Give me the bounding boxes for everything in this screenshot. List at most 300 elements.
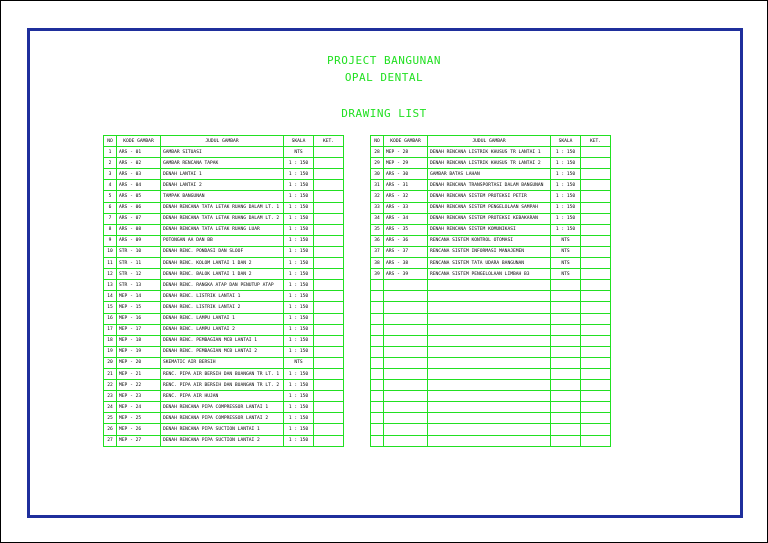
cell-scale: 1 : 150 xyxy=(284,202,314,213)
cell-title: DENAH RENCANA LISTRIK KHUSUS TR LANTAI 2 xyxy=(428,158,551,169)
table-row xyxy=(371,346,611,357)
drawing-table-left xyxy=(103,135,344,447)
cell-scale: 1 : 150 xyxy=(551,147,581,158)
cell-note xyxy=(581,324,611,335)
cell-note xyxy=(314,258,344,269)
table-row xyxy=(371,169,611,180)
cell-scale xyxy=(551,380,581,391)
cell-scale xyxy=(551,391,581,402)
col-scale: SKALA xyxy=(284,136,314,147)
cell-code: ARS - 32 xyxy=(384,191,428,202)
cell-title: POTONGAN AA DAN BB xyxy=(161,235,284,246)
cell-title: RENC. PIPA AIR BERSIH DAN BUANGAN TR LT. 2 xyxy=(161,380,284,391)
cell-title: DENAH RENCANA PIPA SUCTION LANTAI 1 xyxy=(161,424,284,435)
cell-note xyxy=(581,280,611,291)
cell-title: DENAH RENC. PEMBAGIAN MCB LANTAI 1 xyxy=(161,335,284,346)
cell-no: 28 xyxy=(371,147,384,158)
cell-scale xyxy=(551,357,581,368)
cell-note xyxy=(314,246,344,257)
table-row xyxy=(371,380,611,391)
cell-no: 38 xyxy=(371,258,384,269)
cell-no: 39 xyxy=(371,269,384,280)
cell-code xyxy=(384,402,428,413)
cell-note xyxy=(581,413,611,424)
cell-no: 12 xyxy=(104,269,117,280)
cell-code: ARS - 08 xyxy=(117,224,161,235)
cell-scale: 1 : 150 xyxy=(551,191,581,202)
cell-title xyxy=(428,402,551,413)
cell-scale xyxy=(551,313,581,324)
cell-title xyxy=(428,391,551,402)
table-row xyxy=(371,269,611,280)
cell-code: MEP - 23 xyxy=(117,391,161,402)
cell-scale: 1 : 150 xyxy=(284,346,314,357)
cell-scale: 1 : 150 xyxy=(284,213,314,224)
cell-no: 19 xyxy=(104,346,117,357)
cell-scale: 1 : 150 xyxy=(284,158,314,169)
table-row xyxy=(371,324,611,335)
cell-title: DENAH RENCANA SISTEM KOMUNIKASI xyxy=(428,224,551,235)
cell-code: ARS - 01 xyxy=(117,147,161,158)
cell-no: 6 xyxy=(104,202,117,213)
cell-no xyxy=(371,313,384,324)
cell-code: ARS - 38 xyxy=(384,258,428,269)
cell-no: 16 xyxy=(104,313,117,324)
cell-code xyxy=(384,391,428,402)
table-row xyxy=(104,391,344,402)
cell-code xyxy=(384,324,428,335)
cell-title: DENAH RENCANA SISTEM PROTEKSI PETIR xyxy=(428,191,551,202)
cell-no: 17 xyxy=(104,324,117,335)
cell-scale: 1 : 150 xyxy=(284,402,314,413)
table-row xyxy=(371,213,611,224)
cell-no xyxy=(371,402,384,413)
cell-scale xyxy=(551,302,581,313)
cell-title: RENCANA SISTEM KONTROL OTOMASI xyxy=(428,235,551,246)
table-row xyxy=(371,158,611,169)
table-row xyxy=(371,202,611,213)
table-header-row xyxy=(371,136,611,147)
cell-code: STR - 11 xyxy=(117,258,161,269)
cell-code xyxy=(384,302,428,313)
cell-note xyxy=(314,413,344,424)
table-row xyxy=(104,335,344,346)
table-row xyxy=(104,413,344,424)
table-row xyxy=(371,424,611,435)
cell-note xyxy=(581,402,611,413)
table-header-row xyxy=(104,136,344,147)
cell-note xyxy=(581,191,611,202)
cell-title xyxy=(428,302,551,313)
cell-no: 11 xyxy=(104,258,117,269)
cell-note xyxy=(581,180,611,191)
cell-no: 22 xyxy=(104,380,117,391)
cell-title: DENAH RENCANA TATA LETAK RUANG DALAM LT. 2 xyxy=(161,213,284,224)
cell-code: ARS - 31 xyxy=(384,180,428,191)
cell-title: DENAH RENC. KOLOM LANTAI 1 DAN 2 xyxy=(161,258,284,269)
cell-note xyxy=(581,258,611,269)
cell-note xyxy=(581,158,611,169)
cell-title: DENAH RENC. PEMBAGIAN MCB LANTAI 2 xyxy=(161,346,284,357)
cell-title: RENC. PIPA AIR HUJAN xyxy=(161,391,284,402)
cell-no: 8 xyxy=(104,224,117,235)
cell-note xyxy=(581,368,611,379)
cell-scale: 1 : 150 xyxy=(284,324,314,335)
drawing-table-right xyxy=(370,135,611,447)
cell-no: 23 xyxy=(104,391,117,402)
drawing-list-title: DRAWING LIST xyxy=(341,107,427,120)
cell-note xyxy=(314,324,344,335)
table-row xyxy=(371,357,611,368)
cell-scale: 1 : 150 xyxy=(284,258,314,269)
cell-no xyxy=(371,413,384,424)
cell-title: RENCANA SISTEM PENGELOLAAN LIMBAH B3 xyxy=(428,269,551,280)
cell-code: ARS - 02 xyxy=(117,158,161,169)
cell-code: ARS - 03 xyxy=(117,169,161,180)
cell-title: DENAH RENCANA SISTEM PENGELOLAAN SAMPAH xyxy=(428,202,551,213)
cell-title: DENAH RENCANA SISTEM PROTEKSI KEBAKARAN xyxy=(428,213,551,224)
cell-note xyxy=(314,302,344,313)
cell-no: 26 xyxy=(104,424,117,435)
col-code: KODE GAMBAR xyxy=(384,136,428,147)
table-row xyxy=(104,402,344,413)
cell-no: 35 xyxy=(371,224,384,235)
cell-code: MEP - 19 xyxy=(117,346,161,357)
cell-note xyxy=(314,224,344,235)
col-title: JUDUL GAMBAR xyxy=(428,136,551,147)
cell-note xyxy=(314,147,344,158)
cell-scale xyxy=(551,435,581,446)
cell-scale: 1 : 150 xyxy=(284,302,314,313)
cell-no xyxy=(371,424,384,435)
cell-title xyxy=(428,346,551,357)
cell-code xyxy=(384,313,428,324)
cell-no: 3 xyxy=(104,169,117,180)
cell-scale: 1 : 150 xyxy=(284,391,314,402)
cell-code: MEP - 14 xyxy=(117,291,161,302)
cell-title: DENAH RENC. RANGKA ATAP DAN PENUTUP ATAP xyxy=(161,280,284,291)
cell-note xyxy=(314,335,344,346)
table-row xyxy=(371,280,611,291)
cell-scale: 1 : 150 xyxy=(284,313,314,324)
table-row xyxy=(104,357,344,368)
table-row xyxy=(104,180,344,191)
cell-no: 32 xyxy=(371,191,384,202)
cell-scale: 1 : 150 xyxy=(551,202,581,213)
table-row xyxy=(104,258,344,269)
table-row xyxy=(371,258,611,269)
cell-note xyxy=(314,191,344,202)
cell-code: MEP - 21 xyxy=(117,368,161,379)
cell-title: DENAH RENC. LAMPU LANTAI 2 xyxy=(161,324,284,335)
cell-title xyxy=(428,368,551,379)
cell-scale xyxy=(551,291,581,302)
cell-note xyxy=(581,224,611,235)
table-row xyxy=(104,368,344,379)
cell-note xyxy=(314,424,344,435)
cell-code xyxy=(384,380,428,391)
cell-code xyxy=(384,346,428,357)
table-row xyxy=(371,368,611,379)
cell-note xyxy=(314,213,344,224)
table-row xyxy=(104,213,344,224)
cell-title: RENC. PIPA AIR BERSIH DAN BUANGAN TR LT. 1 xyxy=(161,368,284,379)
cell-title xyxy=(428,313,551,324)
cell-scale: 1 : 150 xyxy=(284,224,314,235)
cell-title: DENAH RENC. LISTRIK LANTAI 2 xyxy=(161,302,284,313)
cell-code: ARS - 35 xyxy=(384,224,428,235)
cell-no xyxy=(371,302,384,313)
cell-code xyxy=(384,435,428,446)
cell-no: 37 xyxy=(371,246,384,257)
cell-scale: NTS xyxy=(551,269,581,280)
cell-scale: 1 : 150 xyxy=(551,213,581,224)
cell-title: DENAH RENCANA TATA LETAK RUANG LUAR xyxy=(161,224,284,235)
cell-note xyxy=(581,169,611,180)
cell-no xyxy=(371,280,384,291)
table-row xyxy=(371,302,611,313)
cell-scale xyxy=(551,335,581,346)
cell-scale: 1 : 150 xyxy=(284,335,314,346)
table-row xyxy=(371,435,611,446)
cell-note xyxy=(581,435,611,446)
cell-title: SKEMATIC AIR BERSIH xyxy=(161,357,284,368)
cell-title: DENAH RENCANA TRANSPORTASI DALAM BANGUNAN xyxy=(428,180,551,191)
cell-scale: 1 : 150 xyxy=(551,158,581,169)
cell-scale xyxy=(551,324,581,335)
cell-code xyxy=(384,357,428,368)
cell-scale xyxy=(551,346,581,357)
cell-title: GAMBAR RENCANA TAPAK xyxy=(161,158,284,169)
cell-note xyxy=(581,313,611,324)
cell-code: MEP - 29 xyxy=(384,158,428,169)
cell-note xyxy=(581,380,611,391)
table-row xyxy=(104,380,344,391)
cell-code: MEP - 28 xyxy=(384,147,428,158)
table-row xyxy=(104,280,344,291)
cell-no: 18 xyxy=(104,335,117,346)
cell-code: MEP - 18 xyxy=(117,335,161,346)
cell-title xyxy=(428,291,551,302)
cell-code: MEP - 26 xyxy=(117,424,161,435)
table-row xyxy=(104,435,344,446)
cell-title xyxy=(428,280,551,291)
table-row xyxy=(371,402,611,413)
cell-note xyxy=(314,380,344,391)
cell-title xyxy=(428,324,551,335)
cell-no xyxy=(371,391,384,402)
cell-scale: 1 : 150 xyxy=(284,191,314,202)
cell-title xyxy=(428,335,551,346)
cell-title: RENCANA SISTEM INFORMASI MANAJEMEN xyxy=(428,246,551,257)
cell-no: 5 xyxy=(104,191,117,202)
cell-scale: 1 : 150 xyxy=(284,380,314,391)
cell-title: GAMBAR BATAS LAHAN xyxy=(428,169,551,180)
cell-code: ARS - 09 xyxy=(117,235,161,246)
table-row xyxy=(104,235,344,246)
table-row xyxy=(371,335,611,346)
cell-note xyxy=(314,169,344,180)
cell-note xyxy=(581,235,611,246)
cell-code: MEP - 24 xyxy=(117,402,161,413)
cell-note xyxy=(314,435,344,446)
cell-scale: NTS xyxy=(551,258,581,269)
cell-title: DENAH RENCANA PIPA COMPRESSOR LANTAI 1 xyxy=(161,402,284,413)
cell-code: ARS - 06 xyxy=(117,202,161,213)
cell-title: DENAH RENCANA TATA LETAK RUANG DALAM LT. 1 xyxy=(161,202,284,213)
cell-code: ARS - 34 xyxy=(384,213,428,224)
cell-scale xyxy=(551,424,581,435)
cell-no: 36 xyxy=(371,235,384,246)
cell-title: DENAH RENC. LAMPU LANTAI 1 xyxy=(161,313,284,324)
cell-no: 14 xyxy=(104,291,117,302)
cell-no xyxy=(371,335,384,346)
cell-no: 4 xyxy=(104,180,117,191)
cell-title xyxy=(428,424,551,435)
cell-code: MEP - 20 xyxy=(117,357,161,368)
cell-scale: 1 : 150 xyxy=(284,368,314,379)
cell-code: MEP - 27 xyxy=(117,435,161,446)
cell-no: 30 xyxy=(371,169,384,180)
cell-no: 29 xyxy=(371,158,384,169)
cell-no xyxy=(371,291,384,302)
cell-scale: 1 : 150 xyxy=(284,413,314,424)
cell-note xyxy=(581,269,611,280)
cell-note xyxy=(314,346,344,357)
cell-no: 13 xyxy=(104,280,117,291)
cell-scale: 1 : 150 xyxy=(284,246,314,257)
cell-code xyxy=(384,413,428,424)
table-row xyxy=(104,324,344,335)
col-note: KET. xyxy=(581,136,611,147)
cell-scale: 1 : 150 xyxy=(551,224,581,235)
cell-no: 25 xyxy=(104,413,117,424)
table-row xyxy=(104,202,344,213)
cell-note xyxy=(581,357,611,368)
cell-title xyxy=(428,413,551,424)
cell-title: DENAH RENCANA LISTRIK KHUSUS TR LANTAI 1 xyxy=(428,147,551,158)
cell-code xyxy=(384,335,428,346)
cell-code: ARS - 36 xyxy=(384,235,428,246)
cell-code: STR - 12 xyxy=(117,269,161,280)
cell-code: ARS - 05 xyxy=(117,191,161,202)
cell-title xyxy=(428,435,551,446)
col-no: NO xyxy=(104,136,117,147)
col-no: NO xyxy=(371,136,384,147)
cell-no xyxy=(371,346,384,357)
cell-title: DENAH LANTAI 1 xyxy=(161,169,284,180)
cell-code: ARS - 07 xyxy=(117,213,161,224)
col-code: KODE GAMBAR xyxy=(117,136,161,147)
cell-scale: 1 : 150 xyxy=(284,435,314,446)
cell-code: ARS - 37 xyxy=(384,246,428,257)
cell-note xyxy=(581,202,611,213)
cell-scale xyxy=(551,368,581,379)
cell-title: GAMBAR SITUASI xyxy=(161,147,284,158)
cell-no: 31 xyxy=(371,180,384,191)
cell-title xyxy=(428,380,551,391)
table-row xyxy=(371,224,611,235)
table-row xyxy=(371,235,611,246)
cell-title xyxy=(428,357,551,368)
cell-code: ARS - 39 xyxy=(384,269,428,280)
cell-scale: 1 : 150 xyxy=(284,169,314,180)
table-row xyxy=(371,413,611,424)
cell-note xyxy=(314,158,344,169)
cell-no: 24 xyxy=(104,402,117,413)
cell-note xyxy=(314,269,344,280)
cell-note xyxy=(314,291,344,302)
cell-no: 34 xyxy=(371,213,384,224)
project-title: PROJECT BANGUNAN xyxy=(327,54,441,67)
table-row xyxy=(104,302,344,313)
cell-scale: NTS xyxy=(284,357,314,368)
table-row xyxy=(104,424,344,435)
cell-note xyxy=(581,291,611,302)
cell-code: MEP - 22 xyxy=(117,380,161,391)
cell-no: 2 xyxy=(104,158,117,169)
cell-note xyxy=(314,357,344,368)
cell-scale: 1 : 150 xyxy=(284,291,314,302)
cell-scale: NTS xyxy=(284,147,314,158)
table-row xyxy=(104,191,344,202)
cell-no: 33 xyxy=(371,202,384,213)
cell-title: DENAH RENC. BALOK LANTAI 1 DAN 2 xyxy=(161,269,284,280)
table-row xyxy=(371,391,611,402)
cell-no xyxy=(371,435,384,446)
table-row xyxy=(371,147,611,158)
cell-note xyxy=(581,335,611,346)
cell-note xyxy=(314,202,344,213)
cell-scale xyxy=(551,280,581,291)
cell-scale: NTS xyxy=(551,246,581,257)
cell-note xyxy=(581,346,611,357)
table-row xyxy=(104,224,344,235)
cell-scale: NTS xyxy=(551,235,581,246)
table-row xyxy=(371,180,611,191)
table-row xyxy=(104,158,344,169)
cell-title: DENAH RENC. PONDASI DAN SLOOF xyxy=(161,246,284,257)
col-title: JUDUL GAMBAR xyxy=(161,136,284,147)
cell-scale: 1 : 150 xyxy=(284,424,314,435)
cell-code xyxy=(384,424,428,435)
table-row xyxy=(104,269,344,280)
cell-no: 15 xyxy=(104,302,117,313)
cell-code xyxy=(384,368,428,379)
cell-title: RENCANA SISTEM TATA UDARA BANGUNAN xyxy=(428,258,551,269)
cell-code: STR - 10 xyxy=(117,246,161,257)
cell-scale xyxy=(551,413,581,424)
cell-code xyxy=(384,280,428,291)
cell-no xyxy=(371,324,384,335)
table-row xyxy=(104,169,344,180)
cell-note xyxy=(581,391,611,402)
cell-code: MEP - 16 xyxy=(117,313,161,324)
table-row xyxy=(371,313,611,324)
cell-title: DENAH RENC. LISTRIK LANTAI 1 xyxy=(161,291,284,302)
cell-scale: 1 : 150 xyxy=(284,280,314,291)
cell-note xyxy=(314,368,344,379)
cell-note xyxy=(314,402,344,413)
table-row xyxy=(371,191,611,202)
cell-code: ARS - 33 xyxy=(384,202,428,213)
cell-title: DENAH RENCANA PIPA COMPRESSOR LANTAI 2 xyxy=(161,413,284,424)
cell-no xyxy=(371,380,384,391)
cell-note xyxy=(314,313,344,324)
table-row xyxy=(371,246,611,257)
cell-note xyxy=(581,213,611,224)
cell-code: MEP - 15 xyxy=(117,302,161,313)
